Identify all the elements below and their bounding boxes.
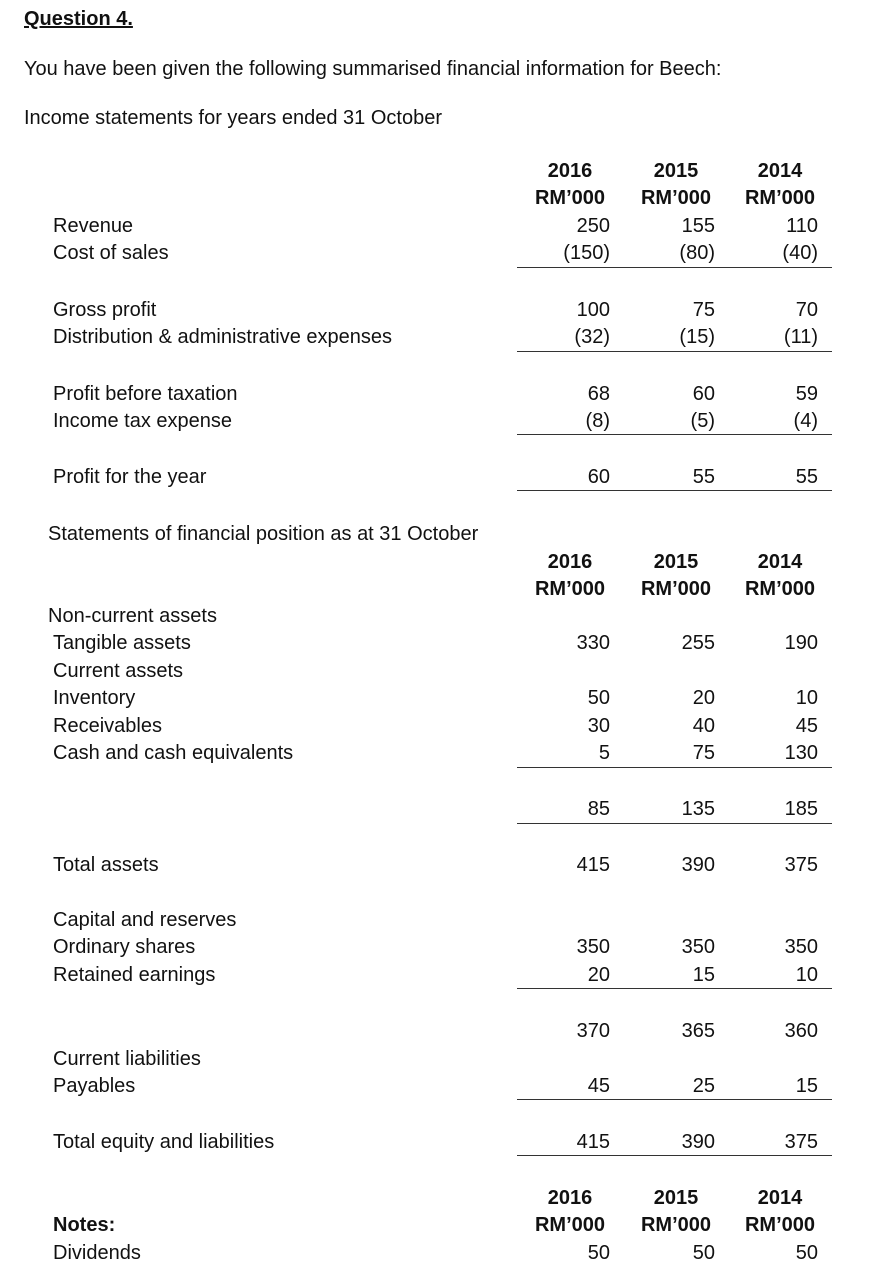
value-2014: 375 [784,1131,818,1153]
value-2015: 15 [692,964,715,986]
value-2016: (150) [563,242,610,264]
subtotal-rule [517,267,832,268]
row-label: Cost of sales [53,242,169,264]
subtotal-rule [517,767,832,768]
row-label: Profit for the year [53,466,207,488]
intro-text: You have been given the following summarised financial information for Beech: [24,58,722,80]
income-heading: Income statements for years ended 31 October [24,107,442,129]
notes-header-unit-2014: RM’000 [744,1214,816,1236]
value-2016: 85 [587,798,610,820]
row-label: Total equity and liabilities [53,1131,275,1153]
row-label: Total assets [53,854,159,876]
value-2016: 60 [587,466,610,488]
value-2015: 75 [692,742,715,764]
value-2015: 135 [681,798,715,820]
value-2015: (5) [690,410,715,432]
section-label-capital-reserves: Capital and reserves [53,909,237,931]
section-label-current-liabilities: Current liabilities [53,1048,201,1070]
income-header-unit-2015: RM’000 [640,187,712,209]
value-2015: 60 [692,383,715,405]
value-2014: 10 [795,964,818,986]
value-2015: (15) [679,326,715,348]
value-2015: 365 [681,1020,715,1042]
value-2016: 50 [587,687,610,709]
value-2015: 20 [692,687,715,709]
subtotal-rule [517,988,832,989]
value-2015: 255 [681,632,715,654]
position-header-year-2016: 2016 [547,551,593,573]
value-2014: (4) [793,410,818,432]
row-label: Receivables [53,715,162,737]
notes-header-unit-2016: RM’000 [534,1214,606,1236]
value-2015: 75 [692,299,715,321]
value-2016: 45 [587,1075,610,1097]
row-label: Dividends [53,1242,141,1264]
value-2016: 100 [576,299,610,321]
value-2015: 40 [692,715,715,737]
value-2014: 130 [784,742,818,764]
position-header-year-2014: 2014 [757,551,803,573]
value-2016: 68 [587,383,610,405]
value-2014: 50 [795,1242,818,1264]
value-2014: 110 [786,215,818,237]
value-2015: 390 [681,1131,715,1153]
position-header-unit-2014: RM’000 [744,578,816,600]
value-2015: 55 [692,466,715,488]
position-header-year-2015: 2015 [653,551,699,573]
value-2016: 250 [576,215,610,237]
value-2016: 370 [576,1020,610,1042]
row-label: Tangible assets [53,632,191,654]
value-2016: (32) [574,326,610,348]
notes-header-year-2014: 2014 [757,1187,803,1209]
value-2014: 59 [795,383,818,405]
value-2015: 25 [692,1075,715,1097]
value-2014: 55 [795,466,818,488]
row-label: Ordinary shares [53,936,196,958]
value-2014: 15 [795,1075,818,1097]
value-2014: 185 [784,798,818,820]
position-header-unit-2016: RM’000 [534,578,606,600]
income-header-unit-2014: RM’000 [744,187,816,209]
value-2015: 390 [681,854,715,876]
value-2014: (11) [783,326,818,348]
income-header-unit-2016: RM’000 [534,187,606,209]
notes-heading: Notes: [53,1214,116,1236]
row-label: Revenue [53,215,134,237]
row-label: Retained earnings [53,964,216,986]
value-2016: 5 [598,742,610,764]
subtotal-rule [517,434,832,435]
position-header-unit-2015: RM’000 [640,578,712,600]
value-2014: 10 [795,687,818,709]
subtotal-rule [517,823,832,824]
subtotal-rule [517,1099,832,1100]
section-label-current-assets: Current assets [53,660,184,682]
value-2016: 30 [587,715,610,737]
value-2014: (40) [782,242,818,264]
row-label: Inventory [53,687,136,709]
value-2014: 70 [795,299,818,321]
value-2015: (80) [679,242,715,264]
notes-header-year-2016: 2016 [547,1187,593,1209]
value-2016: 415 [576,854,610,876]
value-2016: 50 [587,1242,610,1264]
row-label: Distribution & administrative expenses [53,326,393,348]
section-label-non-current-assets: Non-current assets [48,605,217,627]
income-header-year-2016: 2016 [547,160,593,182]
row-label: Profit before taxation [53,383,238,405]
position-heading: Statements of financial position as at 31 October [48,523,479,545]
row-label: Cash and cash equivalents [53,742,294,764]
value-2015: 155 [681,215,715,237]
value-2014: 190 [784,632,818,654]
question-title: Question 4. [24,8,133,30]
notes-header-unit-2015: RM’000 [640,1214,712,1236]
value-2016: (8) [585,410,610,432]
value-2016: 20 [587,964,610,986]
income-header-year-2014: 2014 [757,160,803,182]
subtotal-rule [517,351,832,352]
row-label: Payables [53,1075,136,1097]
value-2014: 375 [784,854,818,876]
value-2014: 350 [784,936,818,958]
value-2014: 45 [795,715,818,737]
income-header-year-2015: 2015 [653,160,699,182]
value-2014: 360 [784,1020,818,1042]
value-2015: 50 [692,1242,715,1264]
value-2016: 350 [576,936,610,958]
notes-header-year-2015: 2015 [653,1187,699,1209]
value-2016: 415 [576,1131,610,1153]
row-label: Gross profit [53,299,157,321]
value-2015: 350 [681,936,715,958]
row-label: Income tax expense [53,410,232,432]
total-rule [517,490,832,491]
total-rule [517,1155,832,1156]
value-2016: 330 [576,632,610,654]
